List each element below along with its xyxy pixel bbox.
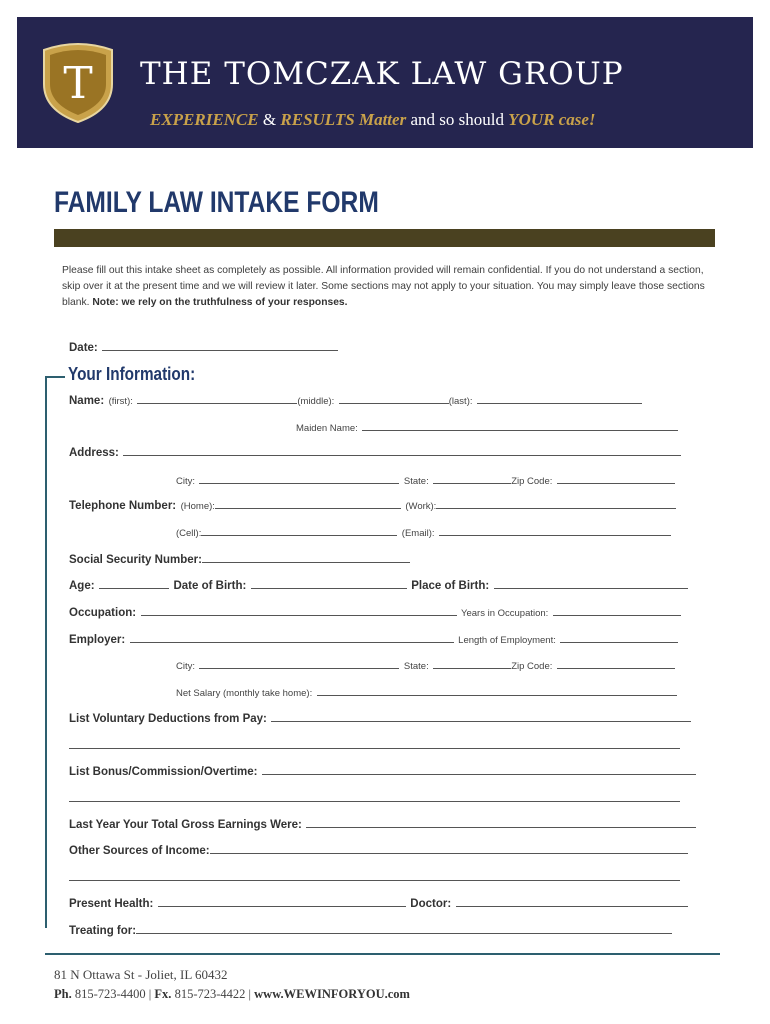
years-occupation-label: Years in Occupation: — [461, 608, 549, 619]
tagline-results: RESULTS Matter — [280, 110, 407, 129]
fax-label: Fx. — [154, 987, 172, 1001]
last-label: (last): — [448, 396, 473, 407]
occupation-field[interactable] — [141, 604, 457, 616]
email-field[interactable] — [439, 524, 671, 536]
other-income-row — [69, 841, 688, 859]
doctor-label: Doctor: — [410, 898, 452, 910]
name-label: Name: — [69, 395, 105, 407]
length-employment-label: Length of Employment: — [458, 635, 556, 646]
employer-field[interactable] — [130, 631, 454, 643]
date-label: Date: — [69, 342, 98, 354]
city-label: City: — [176, 476, 195, 487]
employer-state-label: State: — [403, 661, 429, 672]
address-row — [69, 443, 681, 461]
home-label: (Home): — [180, 501, 215, 512]
law-firm-shield-logo-icon — [40, 40, 116, 124]
fax-number: 815-723-4422 | — [171, 987, 255, 1001]
work-phone-field[interactable] — [436, 497, 676, 509]
deductions-continuation-line[interactable] — [69, 747, 680, 749]
employer-zip-field[interactable] — [557, 657, 675, 669]
deductions-field[interactable] — [271, 710, 691, 722]
age-field[interactable] — [99, 577, 169, 589]
years-occupation-field[interactable] — [553, 604, 681, 616]
work-label: (Work): — [405, 501, 437, 512]
gross-earnings-label: Last Year Your Total Gross Earnings Were: — [69, 819, 302, 831]
bonus-continuation-line[interactable] — [69, 800, 680, 802]
logo-letter: T — [63, 58, 93, 109]
gross-earnings-row — [69, 815, 696, 833]
date-field[interactable] — [102, 339, 338, 351]
ssn-label: Social Security Number: — [69, 554, 202, 566]
title-divider-bar — [54, 229, 715, 247]
intro-note: Note: we rely on the truthfulness of your responses. — [92, 297, 348, 308]
employer-label: Employer: — [69, 634, 126, 646]
firm-name: THE TOMCZAK LAW GROUP — [140, 56, 624, 92]
maiden-name-field[interactable] — [362, 419, 678, 431]
other-income-continuation-line[interactable] — [69, 879, 680, 881]
net-salary-label: Net Salary (monthly take home): — [176, 688, 313, 699]
employer-zip-label: Zip Code: — [511, 661, 553, 672]
treating-field[interactable] — [136, 922, 672, 934]
cell-email-row — [176, 523, 671, 541]
telephone-label: Telephone Number: — [69, 500, 177, 512]
zip-field[interactable] — [557, 472, 675, 484]
employer-row — [69, 630, 678, 648]
email-label: (Email): — [401, 528, 435, 539]
ssn-field[interactable] — [202, 551, 410, 563]
address-label: Address: — [69, 447, 119, 459]
maiden-label: Maiden Name: — [296, 423, 358, 434]
employer-city-label: City: — [176, 661, 195, 672]
state-field[interactable] — [433, 472, 511, 484]
age-row — [69, 576, 688, 594]
tagline-amp: & — [258, 110, 281, 129]
length-employment-field[interactable] — [560, 631, 678, 643]
intro-text — [62, 263, 712, 311]
footer-address: 81 N Ottawa St - Joliet, IL 60432 — [54, 967, 228, 982]
dob-label: Date of Birth: — [173, 580, 247, 592]
website-link[interactable]: www.WEWINFORYOU.com — [254, 987, 410, 1001]
tagline-experience: EXPERIENCE — [150, 110, 259, 129]
footer-rule — [45, 953, 720, 955]
maiden-row — [296, 418, 678, 436]
home-phone-field[interactable] — [215, 497, 401, 509]
address-field[interactable] — [123, 444, 681, 456]
health-label: Present Health: — [69, 898, 154, 910]
bonus-row — [69, 762, 696, 780]
treating-label: Treating for: — [69, 925, 137, 937]
tagline-mid: and so should — [406, 110, 509, 129]
ssn-row — [69, 550, 410, 568]
health-row — [69, 894, 688, 912]
name-row — [69, 391, 642, 409]
middle-label: (middle): — [297, 396, 335, 407]
cell-phone-field[interactable] — [201, 524, 397, 536]
employer-city-field[interactable] — [199, 657, 399, 669]
first-label: (first): — [108, 396, 133, 407]
deductions-label: List Voluntary Deductions from Pay: — [69, 713, 267, 725]
tagline-your: YOUR case! — [508, 110, 596, 129]
pob-label: Place of Birth: — [411, 580, 490, 592]
section-bracket-vertical — [45, 376, 47, 928]
zip-label: Zip Code: — [511, 476, 553, 487]
occupation-row — [69, 603, 681, 621]
cell-label: (Cell): — [176, 528, 202, 539]
city-field[interactable] — [199, 472, 399, 484]
first-name-field[interactable] — [137, 392, 297, 404]
phone-label: Ph. — [54, 987, 72, 1001]
deductions-row — [69, 709, 691, 727]
tagline — [150, 110, 740, 130]
pob-field[interactable] — [494, 577, 688, 589]
employer-city-row — [176, 656, 675, 674]
last-name-field[interactable] — [477, 392, 642, 404]
treating-row — [69, 921, 672, 939]
net-salary-field[interactable] — [317, 684, 677, 696]
section-title: Your Information: — [68, 364, 196, 384]
doctor-field[interactable] — [456, 895, 688, 907]
date-row — [69, 338, 338, 356]
state-label: State: — [403, 476, 429, 487]
dob-field[interactable] — [251, 577, 407, 589]
address-city-row — [176, 471, 675, 489]
footer-contact — [54, 987, 410, 1002]
intro-body: Please fill out this intake sheet as completely as possible. All information provided will remain confidential. If you do not understand a section, skip over it at the present time and we will review it later. Some sections may not apply to your situation. You may simply leave those sections blank. — [62, 265, 705, 308]
section-bracket — [45, 376, 65, 378]
employer-state-field[interactable] — [433, 657, 511, 669]
bonus-label: List Bonus/Commission/Overtime: — [69, 766, 258, 778]
telephone-row — [69, 496, 676, 514]
phone-number: 815-723-4400 | — [71, 987, 155, 1001]
bonus-field[interactable] — [262, 763, 696, 775]
middle-name-field[interactable] — [339, 392, 449, 404]
other-income-field[interactable] — [210, 842, 688, 854]
net-salary-row — [176, 683, 677, 701]
occupation-label: Occupation: — [69, 607, 137, 619]
age-label: Age: — [69, 580, 95, 592]
health-field[interactable] — [158, 895, 406, 907]
gross-earnings-field[interactable] — [306, 816, 696, 828]
form-title: FAMILY LAW INTAKE FORM — [54, 186, 379, 219]
other-income-label: Other Sources of Income: — [69, 845, 210, 857]
